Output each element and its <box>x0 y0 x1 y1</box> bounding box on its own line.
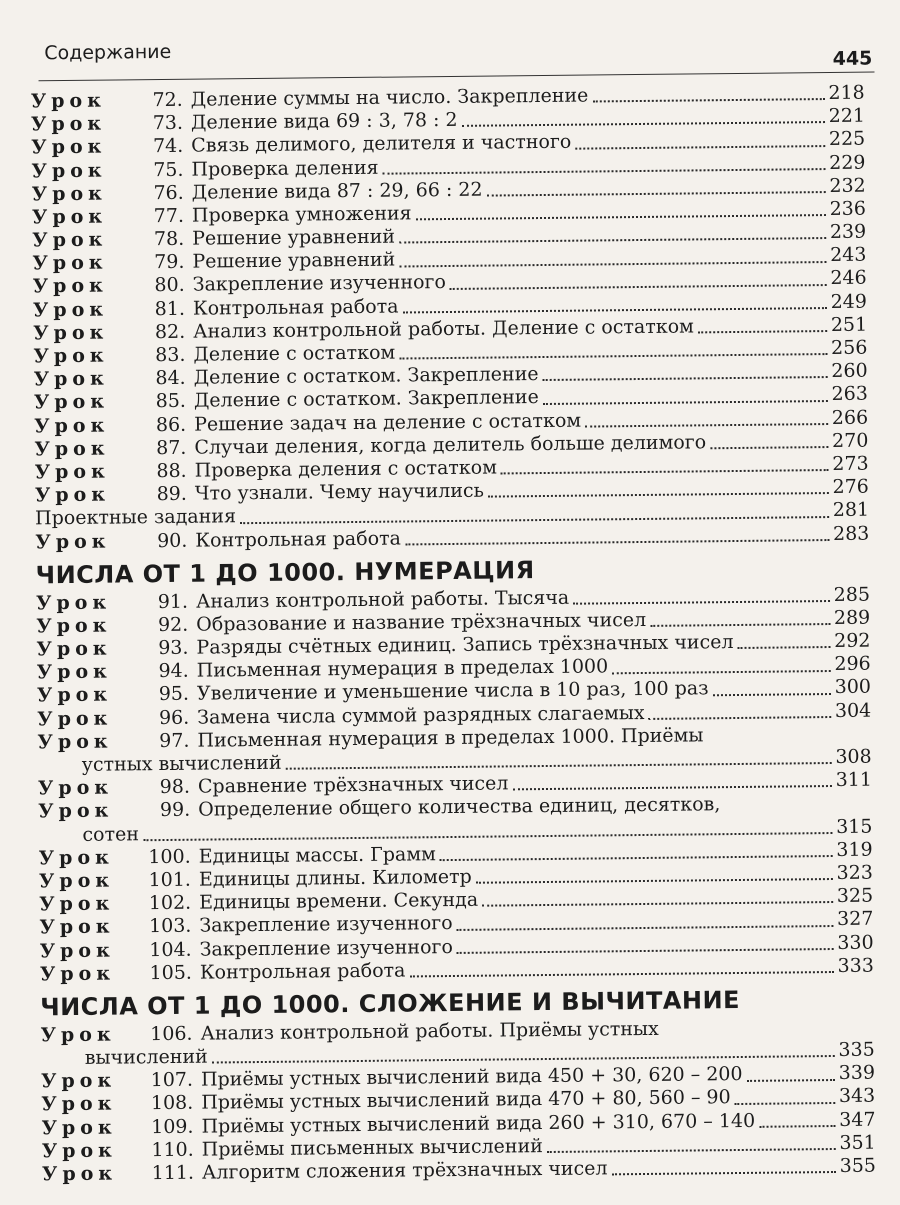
entry-title: Приёмы устных вычислений вида 450 + 30, 620 – 200 <box>200 1063 743 1091</box>
entry-prefix: Урок <box>32 298 109 322</box>
entry-number: 89. <box>156 482 187 506</box>
entry-prefix: Урок <box>31 205 108 229</box>
entry-title: Письменная нумерация в пределах 1000 <box>196 655 609 682</box>
entry-title: Приёмы устных вычислений вида 470 + 80, 560 – 90 <box>201 1086 731 1115</box>
dot-leader <box>440 854 833 861</box>
dot-leader <box>482 900 833 907</box>
entry-page: 243 <box>830 243 867 267</box>
header-title: Содержание <box>44 40 172 65</box>
entry-title: Увеличение и уменьшение числа в 10 раз, 100 раз <box>196 677 709 706</box>
entry-page: 256 <box>831 336 868 360</box>
entry-prefix: Урок <box>38 799 114 823</box>
entry-title: Контрольная работа <box>199 959 406 984</box>
lesson-group-1 <box>31 82 869 508</box>
entry-page: 343 <box>838 1085 876 1108</box>
entry-prefix: Урок <box>34 460 110 484</box>
entry-prefix: Урок <box>37 776 114 800</box>
entry-number: 86. <box>155 413 187 436</box>
entry-title: Закрепление изученного <box>199 935 453 961</box>
entry-number: 83. <box>155 343 186 367</box>
dot-leader <box>713 692 831 696</box>
entry-prefix: Урок <box>36 684 113 707</box>
entry-page: 266 <box>831 406 869 429</box>
entry-prefix: Урок <box>40 1023 116 1047</box>
entry-page: 285 <box>833 583 871 606</box>
page-header <box>38 32 874 82</box>
entry-title-continuation: сотен <box>82 822 140 846</box>
entry-title: Замена числа суммой разрядных слагаемых <box>197 701 645 729</box>
entry-number: 99. <box>159 799 191 822</box>
entry-title: Единицы времени. Секунда <box>199 888 479 914</box>
entry-prefix: Урок <box>33 367 109 391</box>
entry-page: 355 <box>839 1154 877 1177</box>
entry-title: Деление суммы на число. Закрепление <box>190 84 589 111</box>
entry-prefix: Урок <box>37 730 113 754</box>
entry-number: 82. <box>154 320 186 343</box>
entry-page: 236 <box>829 197 867 220</box>
entry-prefix: Урок <box>36 614 112 638</box>
entry-number: 88. <box>156 459 187 483</box>
entry-page: 249 <box>830 290 868 313</box>
dot-leader <box>592 97 824 102</box>
dot-leader <box>399 352 827 359</box>
entry-prefix: Урок <box>39 915 115 939</box>
entry-page: 304 <box>834 699 872 722</box>
dot-leader <box>759 1124 835 1128</box>
entry-title: Контрольная работа <box>192 295 399 320</box>
entry-number: 78. <box>153 227 185 251</box>
entry-page: 351 <box>839 1131 876 1154</box>
entry-title: Связь делимого, делителя и частного <box>191 131 572 158</box>
entry-title: Деление вида 87 : 29, 66 : 22 <box>191 178 483 204</box>
entry-prefix: Урок <box>35 530 111 553</box>
entry-number: 85. <box>155 390 187 413</box>
entry-page: 292 <box>834 629 871 653</box>
entry-prefix: Урок <box>30 112 107 136</box>
entry-title: Сравнение трёхзначных чисел <box>197 772 509 798</box>
dot-leader <box>612 1170 836 1175</box>
entry-number: 97. <box>159 729 190 752</box>
entry-page: 323 <box>836 861 873 884</box>
entry-title: Анализ контрольной работы. Деление с остатком <box>193 315 694 343</box>
dot-leader <box>488 491 829 498</box>
entry-prefix: Урок <box>38 869 115 893</box>
dot-leader <box>286 761 832 770</box>
lesson-group-3 <box>41 1062 876 1187</box>
entry-title: Решение задач на деление с остатком <box>194 409 582 436</box>
dot-leader <box>457 947 834 954</box>
entry-page: 300 <box>834 676 872 699</box>
dot-leader <box>240 515 829 524</box>
page-number: 445 <box>832 47 873 70</box>
entry-title: Что узнали. Чему научились <box>194 479 485 505</box>
dot-leader <box>543 399 828 405</box>
dot-leader <box>747 1077 835 1081</box>
dot-leader <box>462 120 825 127</box>
entry-title: Деление вида 69 : 3, 78 : 2 <box>190 109 458 134</box>
entry-title: Проверка деления с остатком <box>194 456 498 482</box>
entry-number: 75. <box>153 158 184 181</box>
entry-page: 289 <box>833 606 871 629</box>
entry-title: Закрепление изученного <box>192 271 447 297</box>
dot-leader <box>405 538 829 545</box>
dot-leader <box>487 190 826 197</box>
entry-prefix: Урок <box>40 1069 117 1093</box>
entry-title: Решение уравнений <box>192 225 396 250</box>
entry-prefix: Урок <box>36 660 112 684</box>
entry-number: 93. <box>158 636 189 660</box>
entry-prefix: Урок <box>36 637 112 661</box>
entry-page: 315 <box>836 815 873 838</box>
entry-title: Проверка деления <box>191 156 379 181</box>
entry-page: 283 <box>832 522 870 545</box>
entry-page: 229 <box>829 151 866 174</box>
entry-number: 90. <box>157 529 188 552</box>
entry-prefix: Урок <box>32 251 108 275</box>
entry-number: 81. <box>154 297 186 320</box>
entry-number: 100. <box>148 845 191 868</box>
entry-number: 101. <box>148 868 192 892</box>
dot-leader <box>738 645 831 649</box>
entry-page: 263 <box>831 383 868 406</box>
entry-title: Определение общего количества единиц, десятков, <box>198 793 721 822</box>
dot-leader <box>585 422 828 428</box>
entry-page: 270 <box>831 429 869 452</box>
entry-number: 106. <box>150 1022 193 1046</box>
entry-number: 111. <box>151 1161 195 1185</box>
dot-leader <box>512 784 831 790</box>
entry-number: 110. <box>151 1138 194 1162</box>
dot-leader <box>457 924 834 931</box>
entry-number: 105. <box>149 961 193 984</box>
dot-leader <box>501 468 828 474</box>
entry-prefix: Урок <box>33 321 109 345</box>
entry-number: 96. <box>158 706 190 729</box>
entry-number: 80. <box>154 274 185 297</box>
dot-leader <box>573 599 830 605</box>
entry-page: 308 <box>835 745 872 769</box>
entry-page: 311 <box>835 768 873 792</box>
entry-title-continuation: устных вычислений <box>81 751 282 776</box>
entry-number: 94. <box>158 660 189 683</box>
entry-page: 218 <box>828 81 865 104</box>
entry-number: 108. <box>150 1092 194 1115</box>
entry-number: 103. <box>148 915 192 938</box>
entry-page: 251 <box>830 313 868 336</box>
entry-number: 102. <box>148 891 192 915</box>
entry-prefix: Урок <box>34 483 111 507</box>
entry-page: 296 <box>834 652 871 676</box>
entry-title: Приёмы письменных вычислений <box>201 1134 543 1161</box>
entry-page: 260 <box>831 359 868 383</box>
entry-number: 91. <box>157 590 189 613</box>
entry-title: Проверка умножения <box>191 202 412 227</box>
entry-prefix: Урок <box>31 159 107 182</box>
dot-leader <box>649 715 831 720</box>
entry-page: 281 <box>832 498 870 522</box>
entry-page: 325 <box>836 884 874 908</box>
table-of-contents <box>31 82 876 1187</box>
entry-page: 232 <box>829 174 866 197</box>
entry-number: 73. <box>152 111 184 135</box>
entry-prefix: Урок <box>39 892 115 916</box>
dot-leader <box>575 144 825 150</box>
entry-prefix: Урок <box>38 846 114 870</box>
dot-leader <box>399 236 826 243</box>
entry-page: 239 <box>829 220 867 244</box>
entry-number: 107. <box>150 1069 194 1092</box>
entry-prefix: Урок <box>34 414 110 437</box>
entry-prefix: Урок <box>34 437 110 461</box>
entry-prefix: Урок <box>37 707 113 731</box>
entry-prefix: Урок <box>33 344 109 368</box>
entry-page: 221 <box>828 104 866 128</box>
dot-leader <box>416 213 826 220</box>
entry-page: 330 <box>837 931 874 954</box>
entry-title: Приёмы устных вычислений вида 260 + 310, 670 – 140 <box>201 1109 756 1138</box>
entry-page: 339 <box>838 1061 876 1085</box>
entry-title: Единицы длины. Километр <box>198 865 472 891</box>
entry-prefix: Урок <box>41 1139 117 1163</box>
entry-title: Анализ контрольной работы. Тысяча <box>195 586 570 613</box>
dot-leader <box>710 445 828 449</box>
section-heading-addition: ЧИСЛА ОТ 1 ДО 1000. СЛОЖЕНИЕ И ВЫЧИТАНИЕ <box>40 985 741 1022</box>
entry-title: Решение уравнений <box>192 248 396 273</box>
dot-leader <box>735 1101 835 1105</box>
entry-number: 84. <box>155 366 186 390</box>
entry-prefix: Урок <box>39 962 116 986</box>
entry-prefix: Урок <box>32 228 108 252</box>
entry-number: 79. <box>154 251 185 274</box>
entry-prefix: Урок <box>41 1093 117 1116</box>
dot-leader <box>698 329 827 333</box>
dot-leader <box>543 375 828 381</box>
entry-number: 95. <box>158 683 190 706</box>
entry-number: 92. <box>157 613 189 636</box>
entry-prefix: Урок <box>39 939 115 962</box>
entry-number: 72. <box>152 88 183 112</box>
dot-leader <box>409 970 833 977</box>
entry-title: Случаи деления, когда делитель больше делимого <box>194 431 707 459</box>
entry-number: 104. <box>149 938 192 961</box>
dot-leader <box>547 1147 836 1153</box>
entry-page: 273 <box>832 452 869 475</box>
entry-number: 98. <box>159 775 191 799</box>
entry-title: Разряды счётных единиц. Запись трёхзначных чисел <box>196 631 734 659</box>
entry-title: Закрепление изученного <box>199 912 453 938</box>
entry-number: 74. <box>152 135 184 158</box>
dot-leader <box>650 622 830 627</box>
entry-prefix: Урок <box>35 591 112 615</box>
entry-prefix: Урок <box>31 135 107 159</box>
entry-title: Проектные задания <box>35 505 237 530</box>
entry-prefix: Урок <box>32 275 108 298</box>
entry-title: Деление с остатком. Закрепление <box>193 363 539 389</box>
entry-title: Деление с остатком <box>193 341 396 366</box>
lesson-group-2b <box>39 838 874 986</box>
entry-title: Образование и название трёхзначных чисел <box>196 608 647 636</box>
entry-number: 87. <box>156 436 187 459</box>
entry-title: Единицы массы. Грамм <box>198 842 436 868</box>
entry-title-continuation: вычислений <box>84 1045 208 1069</box>
entry-title: Контрольная работа <box>195 527 402 552</box>
entry-page: 333 <box>837 954 874 977</box>
entry-title: Алгоритм сложения трёхзначных чисел <box>201 1157 608 1184</box>
entry-page: 225 <box>828 127 866 151</box>
entry-prefix: Урок <box>41 1162 118 1186</box>
entry-page: 246 <box>830 267 867 290</box>
entry-title: Письменная нумерация в пределах 1000. Приёмы <box>197 724 704 752</box>
entry-page: 276 <box>832 475 869 499</box>
entry-number: 109. <box>151 1115 194 1138</box>
lesson-group-2a <box>36 583 871 731</box>
entry-prefix: Урок <box>33 390 110 414</box>
entry-title: Деление с остатком. Закрепление <box>193 386 539 413</box>
dot-leader <box>383 167 826 175</box>
entry-number: 76. <box>153 181 184 204</box>
entry-prefix: Урок <box>31 182 107 206</box>
dot-leader <box>399 260 826 267</box>
dot-leader <box>403 306 827 313</box>
entry-title: Анализ контрольной работы. Приёмы устных <box>200 1017 659 1045</box>
entry-page: 319 <box>836 838 873 861</box>
dot-leader <box>612 669 830 674</box>
section-heading-numeration: ЧИСЛА ОТ 1 ДО 1000. НУМЕРАЦИЯ <box>35 555 535 590</box>
dot-leader <box>476 877 833 884</box>
entry-page: 347 <box>839 1108 876 1131</box>
entry-prefix: Урок <box>30 89 106 113</box>
dot-leader <box>450 283 827 290</box>
entry-page: 335 <box>838 1038 875 1062</box>
entry-prefix: Урок <box>41 1116 117 1139</box>
entry-page: 327 <box>836 907 874 931</box>
entry-number: 77. <box>153 204 185 228</box>
